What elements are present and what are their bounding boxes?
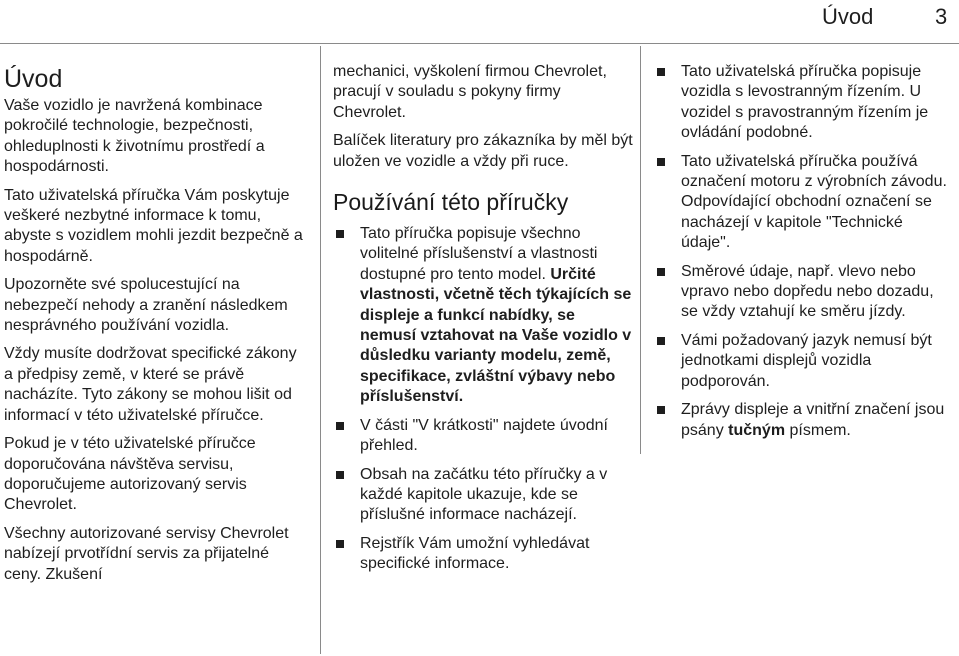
list-item [654, 152, 954, 254]
column-3 [654, 62, 954, 449]
paragraph: Pokud je v této uživatelské příručce doporučována návštěva servisu, doporučujeme autorizovaný servis Chevrolet. [4, 435, 256, 514]
list-item-text: Zprávy displeje a vnitřní značení jsou psány [681, 401, 945, 439]
page-number: 3 [935, 4, 948, 29]
list-item-text: Tato příručka popisuje všechno volitelné příslušenství a vlastnosti dostupné pro tento model. [360, 225, 598, 283]
paragraph: Upozorněte své spolucestující na nebezpečí nehody a zranění následkem nesprávného používání vozidla. [4, 276, 288, 335]
list-item [333, 534, 633, 575]
bullet-list [654, 62, 954, 441]
list-item-text-after: písmem. [789, 421, 851, 439]
list-item [654, 262, 954, 323]
bullet-list [333, 224, 633, 575]
paragraph: Všechny autorizované servisy Chevrolet nabízejí prvotřídní servis za přijatelné ceny. Zkušení [4, 524, 289, 583]
section-heading: Používání této příručky [333, 189, 569, 216]
column-divider [640, 46, 641, 454]
square-bullet-icon [657, 68, 665, 76]
column-1 [4, 64, 304, 593]
square-bullet-icon [336, 422, 344, 430]
list-item [654, 331, 954, 392]
square-bullet-icon [657, 158, 665, 166]
page-header [0, 0, 959, 44]
list-item-text: Tato uživatelská příručka používá označení motoru z výrobních závodu. Odpovídající obchodní označení se nacházejí v kapitole "Technické údaje". [681, 152, 947, 252]
list-item [333, 416, 633, 457]
paragraph: Tato uživatelská příručka Vám poskytuje veškeré nezbytné informace k tomu, abyste s vozidlem mohli jezdit bezpečně a hospodárně. [4, 186, 303, 265]
list-item-text: Tato uživatelská příručka popisuje vozidla s levostranným řízením. U vozidel s pravostranným řízením je ovládání podobné. [681, 63, 929, 142]
square-bullet-icon [657, 268, 665, 276]
paragraph: mechanici, vyškolení firmou Chevrolet, pracují v souladu s pokyny firmy Chevrolet. [333, 63, 607, 121]
list-item [654, 400, 954, 441]
paragraph: Vždy musíte dodržovat specifické zákony a předpisy země, v které se právě nacházíte. Tyto zákony se mohou lišit od informací v této uživatelské příručce. [4, 345, 297, 424]
square-bullet-icon [336, 230, 344, 238]
paragraph: Balíček literatury pro zákazníka by měl být uložen ve vozidle a vždy při ruce. [333, 132, 633, 170]
list-item [333, 465, 633, 526]
square-bullet-icon [336, 471, 344, 479]
chapter-heading: Úvod [4, 65, 63, 93]
square-bullet-icon [657, 337, 665, 345]
list-item-text: Vámi požadovaný jazyk nemusí být jednotkami displejů vozidla podporován. [681, 331, 932, 390]
paragraph: Vaše vozidlo je navržená kombinace pokročilé technologie, bezpečnosti, ohleduplnosti k životnímu prostředí a hospodárnosti. [4, 97, 265, 176]
list-item-text: Rejstřík Vám umožní vyhledávat specifické informace. [360, 534, 590, 573]
list-item [654, 62, 954, 144]
list-item-bold-text: tučným [728, 421, 786, 439]
list-item [333, 224, 633, 408]
column-divider [320, 46, 321, 654]
section-title: Úvod [822, 4, 874, 29]
square-bullet-icon [657, 406, 665, 414]
header-rule [0, 43, 959, 44]
list-item-bold-text: Určité vlastnosti, včetně těch týkajících se displeje a funkcí nabídky, se nemusí vztahovat na Vaše vozidlo v důsledku varianty modelu, země, specifikace, zvláštní výbavy nebo příslušenství. [360, 265, 632, 406]
list-item-text: V části "V krátkosti" najdete úvodní přehled. [360, 416, 608, 455]
column-2 [333, 62, 633, 583]
list-item-text: Směrové údaje, např. vlevo nebo vpravo nebo dopředu nebo dozadu, se vždy vztahují ke směru jízdy. [681, 262, 934, 321]
square-bullet-icon [336, 540, 344, 548]
list-item-text: Obsah na začátku této příručky a v každé kapitole ukazuje, kde se příslušné informace nacházejí. [360, 465, 608, 524]
